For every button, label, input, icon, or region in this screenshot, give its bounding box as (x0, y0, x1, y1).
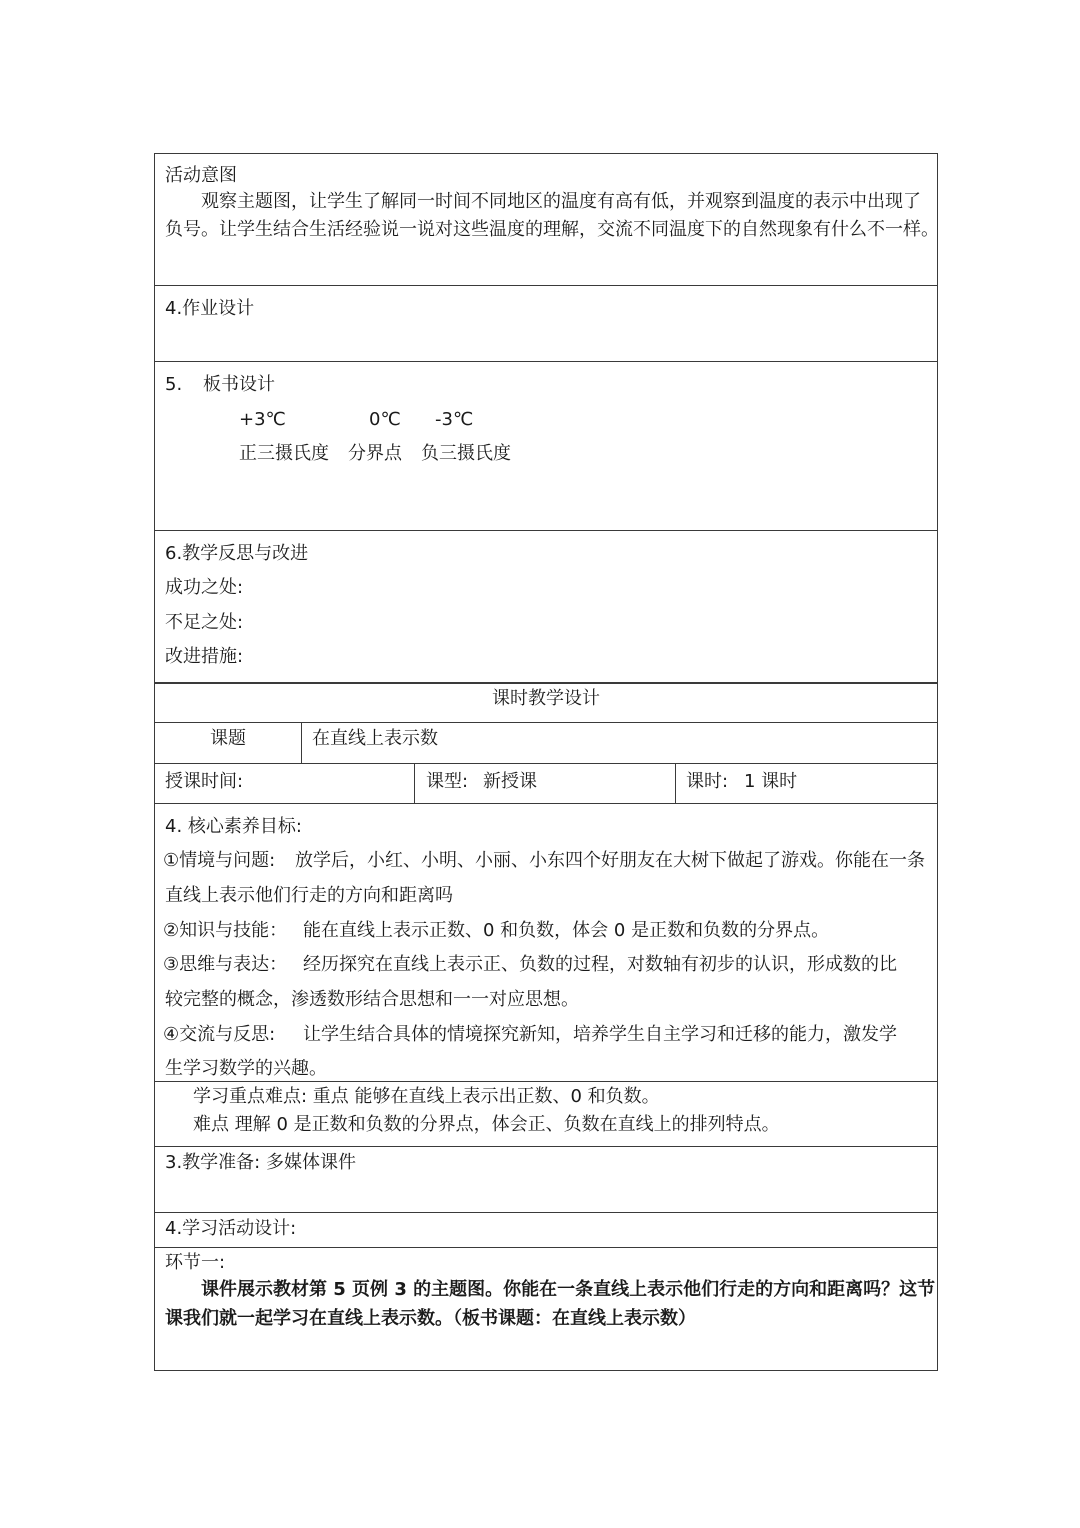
goal-3-text2: 较完整的概念，渗透数形结合思想和一一对应思想。 (165, 989, 579, 1010)
stage-one-heading: 环节一: (165, 1252, 226, 1273)
key-points-cell (154, 1081, 938, 1147)
board-name-positive: 正三摄氏度 (239, 443, 329, 464)
board-design-number: 5. (165, 374, 183, 395)
homework-cell (154, 285, 938, 362)
reflection-cell (154, 530, 938, 683)
stage-one-line1: 课件展示教材第 5 页例 3 的主题图。你能在一条直线上表示他们行走的方向和距离吗？这节 (201, 1279, 936, 1300)
core-goals-cell (154, 803, 938, 1082)
goal-4-text2: 生学习数学的兴趣。 (165, 1058, 327, 1079)
board-temp-negative: -3℃ (435, 409, 474, 430)
period-value: 1 课时 (744, 771, 798, 792)
meta-divider-1 (414, 764, 415, 803)
type-label: 课型: (426, 771, 469, 792)
activity-intent-line2: 负号。让学生结合生活经验说一说对这些温度的理解，交流不同温度下的自然现象有什么不一样。 (165, 219, 939, 240)
goal-1-text: 放学后，小红、小明、小丽、小东四个好朋友在大树下做起了游戏。你能在一条 (295, 850, 925, 871)
stage-one-cell (154, 1247, 938, 1371)
period-label: 课时: (686, 771, 729, 792)
type-value: 新授课 (483, 771, 537, 792)
preparation-cell (154, 1146, 938, 1213)
meta-divider-2 (675, 764, 676, 803)
reflection-heading: 6.教学反思与改进 (165, 543, 309, 564)
reflection-shortcoming: 不足之处: (165, 612, 244, 633)
goal-1-text2: 直线上表示他们行走的方向和距离吗 (165, 885, 453, 906)
board-name-negative: 负三摄氏度 (421, 443, 511, 464)
board-temp-positive: +3℃ (239, 409, 286, 430)
core-goals-heading: 4. 核心素养目标: (165, 816, 302, 837)
key-points-line2: 难点 理解 0 是正数和负数的分界点，体会正、负数在直线上的排列特点。 (193, 1114, 780, 1135)
topic-value: 在直线上表示数 (312, 728, 438, 749)
key-points-line1: 学习重点难点: 重点 能够在直线上表示出正数、0 和负数。 (193, 1086, 660, 1107)
board-design-title: 板书设计 (203, 374, 275, 395)
lesson-title-cell (154, 682, 938, 723)
goal-2-text: 能在直线上表示正数、0 和负数，体会 0 是正数和负数的分界点。 (303, 920, 830, 941)
topic-row (154, 722, 938, 764)
reflection-success: 成功之处: (165, 577, 244, 598)
activity-intent-heading: 活动意图 (165, 165, 237, 186)
topic-divider (301, 723, 302, 763)
activity-design-heading: 4.学习活动设计: (165, 1218, 297, 1239)
activity-intent-cell (154, 153, 938, 286)
stage-one-line2: 课我们就一起学习在直线上表示数。（板书课题：在直线上表示数） (165, 1308, 696, 1329)
topic-label: 课题 (210, 728, 246, 749)
lesson-title: 课时教学设计 (492, 688, 600, 709)
goal-4-label: ④交流与反思: (163, 1024, 276, 1045)
activity-intent-line1: 观察主题图，让学生了解同一时间不同地区的温度有高有低，并观察到温度的表示中出现了 (201, 191, 921, 212)
homework-heading: 4.作业设计 (165, 298, 255, 319)
board-name-zero: 分界点 (348, 443, 402, 464)
preparation-text: 3.教学准备: 多媒体课件 (165, 1152, 356, 1173)
time-label: 授课时间: (165, 771, 244, 792)
activity-design-cell (154, 1212, 938, 1248)
reflection-improvement: 改进措施: (165, 646, 244, 667)
goal-3-text: 经历探究在直线上表示正、负数的过程，对数轴有初步的认识，形成数的比 (303, 954, 897, 975)
board-temp-zero: 0℃ (369, 409, 401, 430)
goal-3-label: ③思维与表达： (163, 954, 288, 975)
goal-2-label: ②知识与技能： (163, 920, 288, 941)
goal-1-label: ①情境与问题: (163, 850, 276, 871)
lesson-meta-row (154, 763, 938, 804)
goal-4-text: 让学生结合具体的情境探究新知，培养学生自主学习和迁移的能力，激发学 (303, 1024, 897, 1045)
board-design-cell (154, 361, 938, 531)
